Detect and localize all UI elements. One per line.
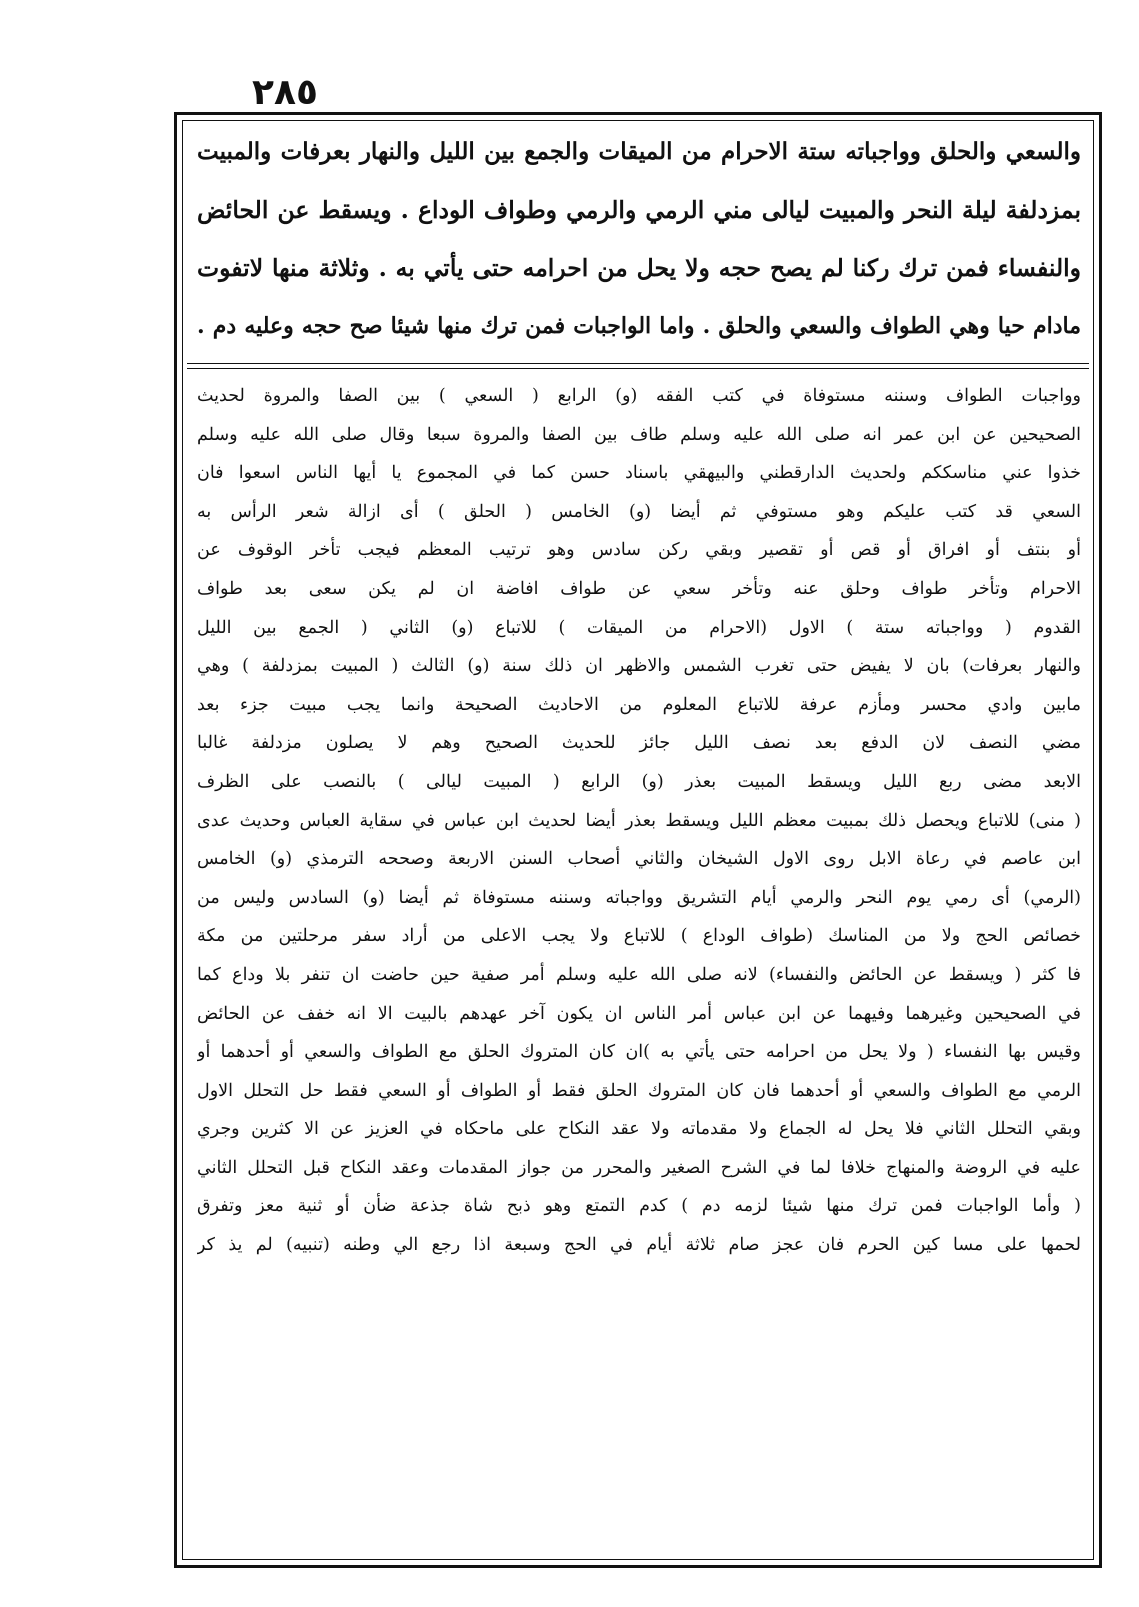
commentary-line: الابعد مضى ربع الليل ويسقط المبيت بعذر (و) الرابع ( المبيت ليالى ) بالنصب على الظرف xyxy=(197,771,1081,792)
commentary-line: مابين وادي محسر ومأزم عرفة للاتباع المعلوم من الاحاديث الصحيحة وانما يجب مبيت جزء بعد xyxy=(197,694,1081,715)
commentary-line: ( وأما الواجبات فمن ترك منها شيئا لزمه دم ) كدم التمتع وهو ذبح شاة جذعة ضأن أو ثنية معز وتفرق xyxy=(197,1196,1081,1217)
main-text-line: والنفساء فمن ترك ركنا لم يصح حجه ولا يحل من احرامه حتى يأتي به . وثلاثة منها لاتفوت xyxy=(197,254,1081,282)
commentary-line: في الصحيحين وغيرهما وفيهما عن ابن عباس أمر الناس ان يكون آخر عهدهم بالبيت الا انه خفف عن الحائض xyxy=(197,1003,1081,1024)
commentary-line: القدوم ( وواجباته ستة ) الاول (الاحرام من الميقات ) للاتباع (و) الثاني ( الجمع بين الليل xyxy=(197,617,1081,638)
commentary-line: وواجبات الطواف وسننه مستوفاة في كتب الفقه (و) الرابع ( السعي ) بين الصفا والمروة لحديث xyxy=(197,386,1081,406)
commentary-line: فا كثر ( ويسقط عن الحائض والنفساء) لانه صلى الله عليه وسلم أمر صفية حين حاضت ان تنفر بلا وداع كما xyxy=(197,964,1081,985)
commentary-line: وبقي التحلل الثاني فلا يحل له الجماع ولا مقدماته ولا عقد النكاح على ماحكاه في العزيز عن الا كثرين وجري xyxy=(197,1119,1081,1140)
main-text xyxy=(197,123,1081,359)
section-divider xyxy=(187,363,1089,364)
commentary-line: والنهار بعرفات) بان لا يفيض حتى تغرب الشمس والاظهر ان ذلك سنة (و) الثالث ( المبيت بمزدلفة ) وهي xyxy=(197,656,1081,677)
main-text-line: والسعي والحلق وواجباته ستة الاحرام من الميقات والجمع بين الليل والنهار بعرفات والمبيت xyxy=(197,138,1081,165)
commentary-line: ( منى) للاتباع ويحصل ذلك بمبيت معظم الليل ويسقط بعذر أيضا لحديث ابن عباس في سقاية العباس وحديث عدى xyxy=(197,810,1081,831)
main-text-line: بمزدلفة ليلة النحر والمبيت ليالى مني الرمي والرمي وطواف الوداع . ويسقط عن الحائض xyxy=(197,196,1081,224)
commentary-text xyxy=(197,377,1081,1557)
commentary-line: الصحيحين عن ابن عمر انه صلى الله عليه وسلم طاف بين الصفا والمروة سبعا وقال صلى الله عليه وسلم xyxy=(197,424,1081,445)
commentary-line: خصائص الحج ولا من المناسك (طواف الوداع ) للاتباع ولا يجب الاعلى من أراد سفر مرحلتين من مكة xyxy=(197,926,1081,947)
commentary-line: الاحرام وتأخر طواف وحلق عنه وتأخر سعي عن طواف افاضة ان لم يكن سعى بعد طواف xyxy=(197,578,1081,599)
commentary-line: (الرمي) أى رمي يوم النحر والرمي أيام التشريق وواجباته وسننه مستوفاة ثم أيضا (و) السادس وليس من xyxy=(197,887,1081,908)
page-frame xyxy=(174,112,1102,1568)
commentary-line: الرمي مع الطواف والسعي أو أحدهما فان كان المتروك الحلق فقط أو الطواف أو السعي فقط حل التحلل الاول xyxy=(197,1080,1081,1101)
section-divider xyxy=(187,368,1089,369)
commentary-line: وقيس بها النفساء ( ولا يحل من احرامه حتى يأتي به )ان كان المتروك الحلق مع الطواف والسعي أو أحدهما أو xyxy=(197,1042,1081,1063)
page-number: ٢٨٥ xyxy=(252,72,318,113)
commentary-line: خذوا عني مناسككم ولحديث الدارقطني والبيهقي باسناد حسن كما في المجموع يا أيها الناس اسعوا فان xyxy=(197,463,1081,484)
commentary-line: السعي قد كتب عليكم وهو مستوفي ثم أيضا (و) الخامس ( الحلق ) أى ازالة شعر الرأس به xyxy=(197,501,1081,522)
main-text-line: مادام حيا وهي الطواف والسعي والحلق . واما الواجبات فمن ترك منها شيئا صح حجه وعليه دم . xyxy=(197,313,1081,339)
commentary-line: عليه في الروضة والمنهاج خلافا لما في الشرح الصغير والمحرر من جواز المقدمات وعقد النكاح قبل التحلل الثاني xyxy=(197,1157,1081,1178)
commentary-line: مضي النصف لان الدفع بعد نصف الليل جائز للحديث الصحيح وهم لا يصلون مزدلفة غالبا xyxy=(197,733,1081,754)
commentary-line: ابن عاصم في رعاة الابل روى الاول الشيخان والثاني أصحاب السنن الاربعة وصححه الترمذي (و) الخامس xyxy=(197,849,1081,870)
commentary-line: لحمها على مسا كين الحرم فان عجز صام ثلاثة أيام في الحج وسبعة اذا رجع الي وطنه (تنبيه) لم يذ كر xyxy=(197,1235,1081,1256)
commentary-line: أو بنتف أو افراق أو قص أو تقصير وبقي ركن سادس وهو ترتيب المعظم فيجب تأخر الوقوف عن xyxy=(197,540,1081,561)
